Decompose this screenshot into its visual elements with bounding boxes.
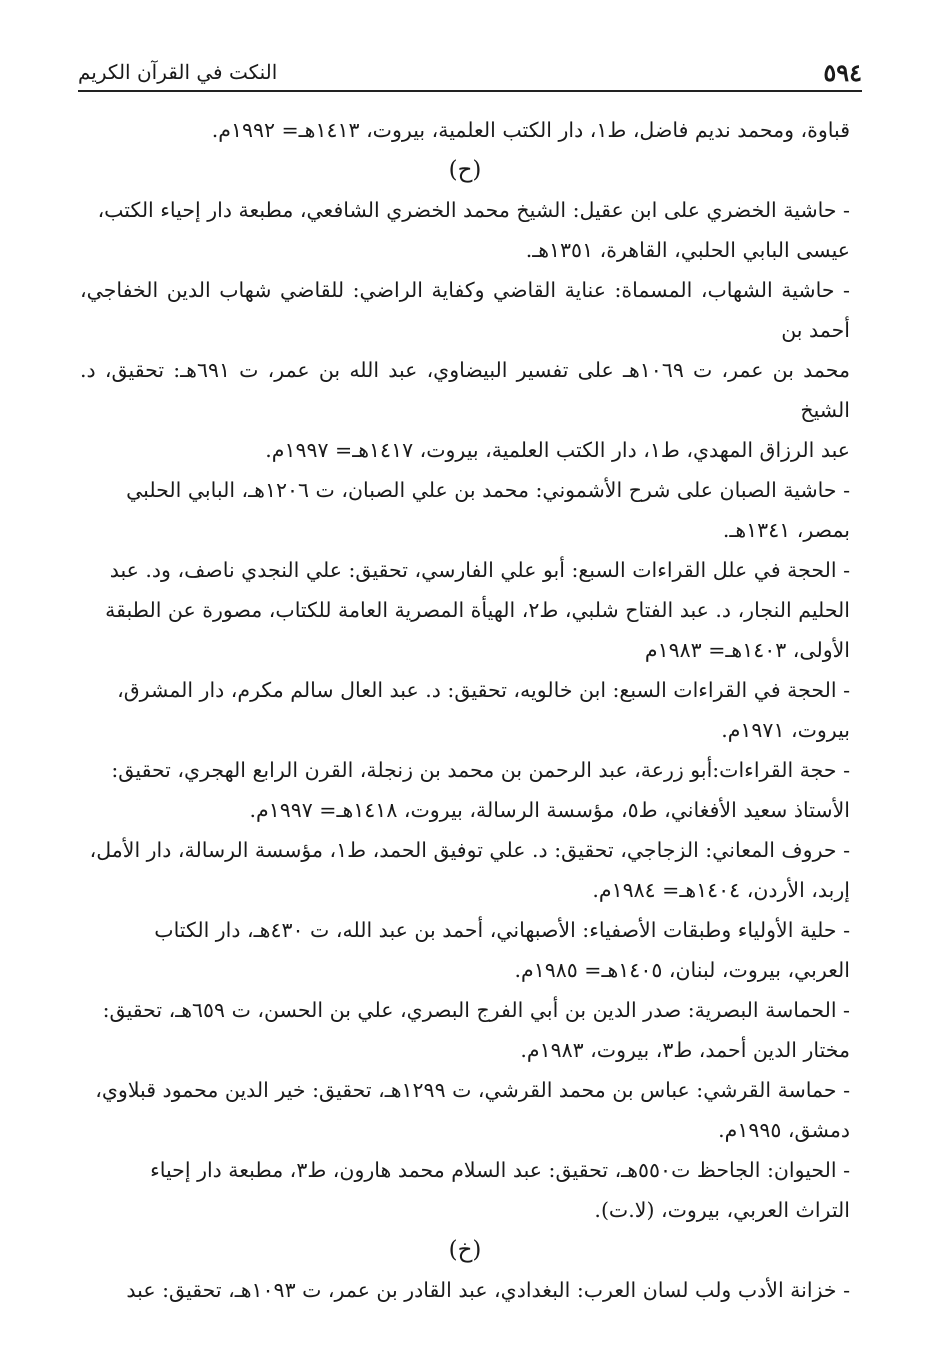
- entry-line: بيروت، ١٩٧١م.: [721, 718, 850, 742]
- entry-line: - حجة القراءات:أبو زرعة، عبد الرحمن بن محمد بن زنجلة، القرن الرابع الهجري، تحقيق:: [111, 758, 850, 782]
- bibliography-entry: [80, 190, 850, 270]
- entry-line: العربي، بيروت، لبنان، ١٤٠٥هـ= ١٩٨٥م.: [514, 958, 850, 982]
- bibliography-entry: [80, 1270, 850, 1310]
- entry-line: محمد بن عمر، ت ١٠٦٩هـ على تفسير البيضاوي، عبد الله بن عمر، ت ٦٩١هـ: تحقيق، د. الشيخ: [80, 358, 851, 422]
- entry-line: - حاشية الشهاب، المسماة: عناية القاضي وكفاية الراضي: للقاضي شهاب الدين الخفاجي، أحمد بن: [80, 278, 850, 342]
- entry-line: - حاشية الصبان على شرح الأشموني: محمد بن علي الصبان، ت ١٢٠٦هـ، البابي الحلبي: [126, 478, 850, 502]
- entry-line: - حروف المعاني: الزجاجي، تحقيق: د. علي توفيق الحمد، ط١، مؤسسة الرسالة، دار الأمل،: [89, 838, 850, 862]
- entry-line: - الحجة في القراءات السبع: ابن خالويه، تحقيق: د. عبد العال سالم مكرم، دار المشرق،: [117, 678, 850, 702]
- entry-line: التراث العربي، بيروت، (لا.ت).: [594, 1198, 850, 1222]
- entry-line: - حاشية الخضري على ابن عقيل: الشيخ محمد الخضري الشافعي، مطبعة دار إحياء الكتب،: [97, 198, 850, 222]
- entry-line: مختار الدين أحمد، ط٣، بيروت، ١٩٨٣م.: [520, 1038, 850, 1062]
- entry-line: - الحجة في علل القراءات السبع: أبو علي الفارسي، تحقيق: علي النجدي ناصف، ود. عبد: [109, 558, 850, 582]
- bibliography-entry: [80, 670, 850, 750]
- entry-line: بمصر، ١٣٤١هـ.: [722, 518, 850, 542]
- entry-line: الأولى، ١٤٠٣هـ= ١٩٨٣م: [644, 638, 850, 662]
- page-header: [78, 56, 862, 92]
- entry-line: - الحماسة البصرية: صدر الدين بن أبي الفرج البصري، علي بن الحسن، ت ٦٥٩هـ، تحقيق:: [102, 998, 850, 1022]
- bibliography-entry: [80, 270, 850, 470]
- entry-line: - حماسة القرشي: عباس بن محمد القرشي، ت ١٢٩٩هـ، تحقيق: خير الدين محمود قبلاوي،: [95, 1078, 850, 1102]
- entry-line: - حلية الأولياء وطبقات الأصفياء: الأصبهاني، أحمد بن عبد الله، ت ٤٣٠هـ، دار الكتاب: [154, 918, 850, 942]
- section-letter: (خ): [448, 1237, 482, 1263]
- bibliography-entry: [80, 990, 850, 1070]
- entry-line: - خزانة الأدب ولب لسان العرب: البغدادي، عبد القادر بن عمر، ت ١٠٩٣هـ، تحقيق: عبد: [126, 1278, 850, 1302]
- bibliography-entry: [80, 910, 850, 990]
- bibliography-entry: [80, 750, 850, 830]
- entry-line: عيسى البابي الحلبي، القاهرة، ١٣٥١هـ.: [525, 238, 850, 262]
- bibliography-entry: [80, 1150, 850, 1230]
- entry-line: دمشق، ١٩٩٥م.: [718, 1118, 850, 1142]
- page-number: ٥٩٤: [823, 58, 862, 87]
- bibliography-entry: [80, 470, 850, 550]
- entry-line: - الحيوان: الجاحظ ت٥٥٠هـ، تحقيق: عبد السلام محمد هارون، ط٣، مطبعة دار إحياء: [150, 1158, 850, 1182]
- bibliography-entry: [80, 830, 850, 910]
- entry-line: الأستاذ سعيد الأفغاني، ط٥، مؤسسة الرسالة، بيروت، ١٤١٨هـ= ١٩٩٧م.: [249, 798, 850, 822]
- entry-line: قباوة، ومحمد نديم فاضل، ط١، دار الكتب العلمية، بيروت، ١٤١٣هـ= ١٩٩٢م.: [211, 118, 850, 142]
- entry-line: عبد الرزاق المهدي، ط١، دار الكتب العلمية، بيروت، ١٤١٧هـ= ١٩٩٧م.: [265, 438, 850, 462]
- bibliography-body: [80, 110, 850, 1310]
- bibliography-entry: [80, 110, 850, 150]
- entry-line: إربد، الأردن، ١٤٠٤هـ= ١٩٨٤م.: [592, 878, 850, 902]
- running-title: النكت في القرآن الكريم: [78, 60, 278, 84]
- bibliography-entry: [80, 550, 850, 670]
- entry-line: الحليم النجار، د. عبد الفتاح شلبي، ط٢، الهيأة المصرية العامة للكتاب، مصورة عن الطبقة: [105, 598, 850, 622]
- section-letter: (ح): [448, 157, 482, 183]
- bibliography-entry: [80, 1070, 850, 1150]
